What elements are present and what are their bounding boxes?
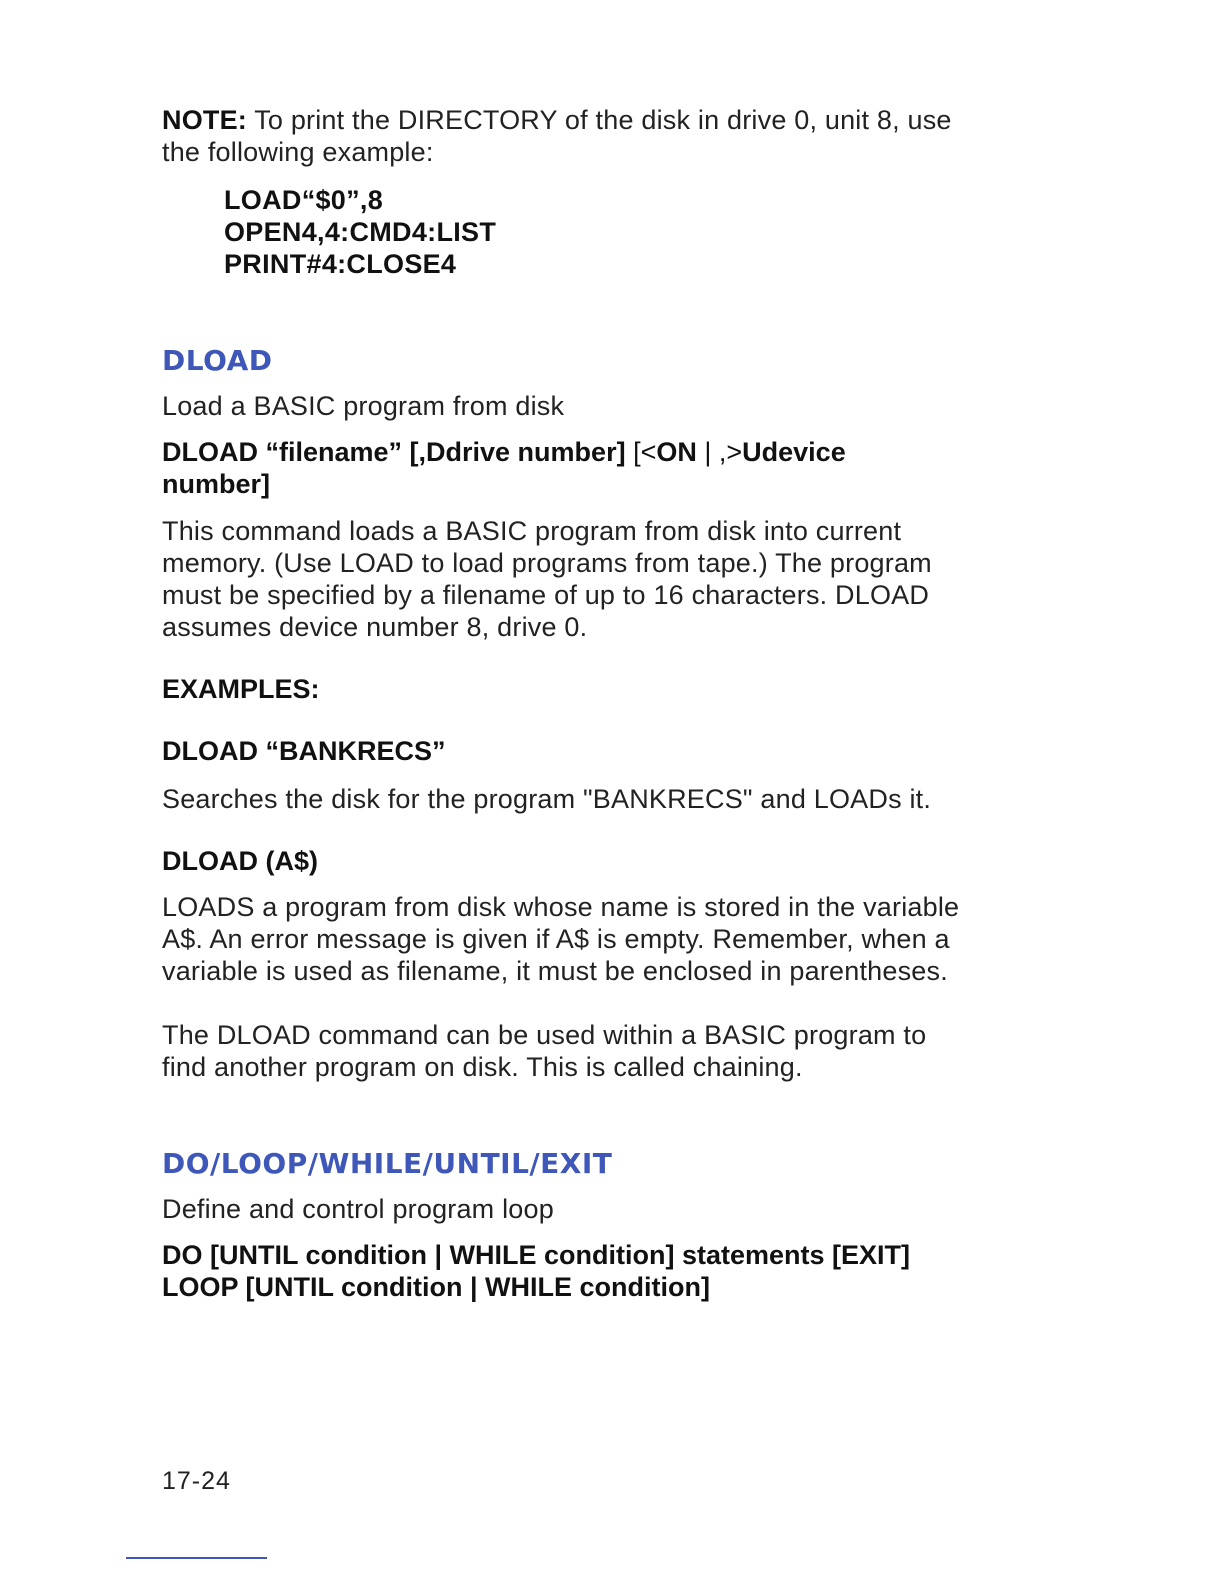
description-line: find another program on disk. This is called chaining. [162,1052,803,1082]
dload-syntax-part: DLOAD “filename” [,Ddrive number] [162,437,634,467]
doloop-heading: DO/LOOP/WHILE/UNTIL/EXIT [162,1147,613,1180]
code-line: PRINT#4:CLOSE4 [224,249,457,279]
manual-page [162,104,1012,1303]
doloop-syntax-line2: LOOP [UNTIL condition | WHILE condition] [162,1272,710,1302]
example1-description: Searches the disk for the program "BANKRECS" and LOADs it. [162,784,932,814]
dload-description [162,515,1012,643]
note-paragraph [162,104,1012,136]
dload-syntax-separator: | ,> [696,437,743,467]
dload-syntax [162,436,1012,468]
code-line: OPEN4,4:CMD4:LIST [224,217,497,247]
description-line: The DLOAD command can be used within a BASIC program to [162,1020,927,1050]
note-text-line2: the following example: [162,137,434,167]
dload-heading: DLOAD [162,344,273,377]
code-line: LOAD“$0”,8 [224,185,384,215]
description-line: This command loads a BASIC program from disk into current [162,516,902,546]
dload-syntax-on: ON [656,437,697,467]
example2-description [162,891,1012,987]
bottom-rule [126,1557,267,1559]
examples-label: EXAMPLES: [162,674,320,704]
doloop-syntax-line1: DO [UNTIL condition | WHILE condition] statements [EXIT] [162,1240,911,1270]
dload-syntax-line2: number] [162,469,270,499]
description-line: memory. (Use LOAD to load programs from tape.) The program [162,548,932,578]
description-line: LOADS a program from disk whose name is stored in the variable [162,892,960,922]
dload-syntax-bracket: [< [633,437,657,467]
dload-syntax-udevice: Udevice [742,437,846,467]
description-line: A$. An error message is given if A$ is empty. Remember, when a [162,924,950,954]
example1-code: DLOAD “BANKRECS” [162,736,446,766]
note-text-line1: To print the DIRECTORY of the disk in drive 0, unit 8, use [247,105,952,135]
note-label: NOTE: [162,105,247,135]
example2-code: DLOAD (A$) [162,846,318,876]
note-code-block [224,184,1012,280]
description-line: must be specified by a filename of up to 16 characters. DLOAD [162,580,930,610]
chaining-paragraph [162,1019,1012,1083]
description-line: assumes device number 8, drive 0. [162,612,588,642]
doloop-summary: Define and control program loop [162,1194,554,1224]
description-line: variable is used as filename, it must be enclosed in parentheses. [162,956,948,986]
dload-summary: Load a BASIC program from disk [162,391,565,421]
page-number: 17-24 [162,1467,231,1495]
